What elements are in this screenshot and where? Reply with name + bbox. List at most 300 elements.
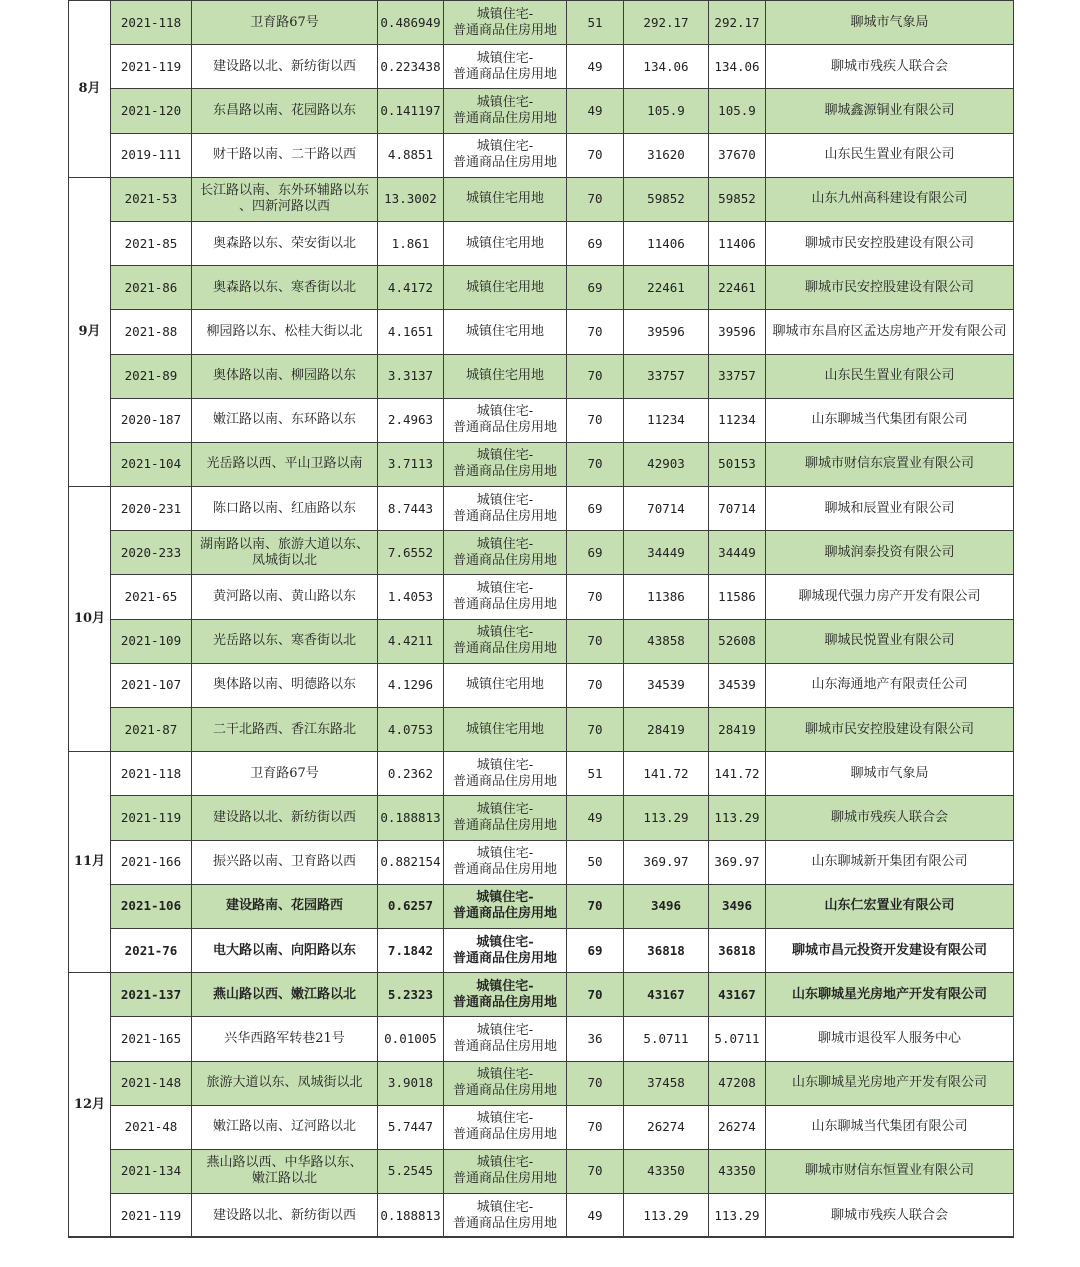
- location-line: 奥体路以南、明德路以东: [212, 677, 356, 693]
- table-row: [69, 177, 1014, 221]
- land-use-line: 普通商品住房用地: [452, 1215, 557, 1231]
- starting-price-cell: 3496: [624, 884, 709, 928]
- land-use-line: 城镇住宅-: [476, 1067, 534, 1083]
- location-cell: [192, 177, 378, 221]
- area-cell: 5.7447: [378, 1105, 444, 1149]
- parcel-code-cell: 2021-166: [111, 840, 192, 884]
- deal-price-cell: 11586: [709, 575, 766, 619]
- land-use-line: 城镇住宅用地: [465, 191, 544, 207]
- table-row: [69, 310, 1014, 354]
- term-years-cell: 70: [567, 884, 624, 928]
- area-cell: 3.7113: [378, 442, 444, 486]
- buyer-cell: 聊城市退役军人服务中心: [766, 1017, 1014, 1061]
- term-years-cell: 70: [567, 354, 624, 398]
- location-line: 燕山路以西、中华路以东、: [206, 1155, 363, 1171]
- parcel-code-cell: 2019-111: [111, 133, 192, 177]
- parcel-code-cell: 2021-48: [111, 1105, 192, 1149]
- land-use-line: 普通商品住房用地: [452, 464, 557, 480]
- buyer-cell: 山东九州高科建设有限公司: [766, 177, 1014, 221]
- land-use-line: 城镇住宅-: [476, 139, 534, 155]
- location-line: 凤城街以北: [251, 552, 317, 568]
- location-cell: [192, 840, 378, 884]
- buyer-cell: 山东聊城星光房地产开发有限公司: [766, 973, 1014, 1017]
- term-years-cell: 70: [567, 575, 624, 619]
- land-use-cell: [444, 487, 567, 531]
- area-cell: 7.6552: [378, 531, 444, 575]
- location-cell: [192, 575, 378, 619]
- buyer-cell: 聊城市昌元投资开发建设有限公司: [766, 928, 1014, 972]
- table-row: [69, 840, 1014, 884]
- location-line: 嫩江路以南、辽河路以北: [212, 1119, 356, 1135]
- buyer-cell: 山东民生置业有限公司: [766, 133, 1014, 177]
- land-use-cell: [444, 1, 567, 45]
- land-use-line: 城镇住宅-: [476, 1022, 534, 1038]
- parcel-code-cell: 2021-76: [111, 928, 192, 972]
- land-transaction-table: [68, 0, 1014, 1238]
- location-line: 陈口路以南、红庙路以东: [212, 500, 356, 516]
- starting-price-cell: 11406: [624, 221, 709, 265]
- land-use-cell: [444, 1061, 567, 1105]
- starting-price-cell: 5.0711: [624, 1017, 709, 1061]
- parcel-code-cell: 2021-88: [111, 310, 192, 354]
- location-cell: [192, 266, 378, 310]
- buyer-cell: 聊城市残疾人联合会: [766, 796, 1014, 840]
- deal-price-cell: 26274: [709, 1105, 766, 1149]
- starting-price-cell: 33757: [624, 354, 709, 398]
- buyer-cell: 聊城市民安控股建设有限公司: [766, 266, 1014, 310]
- location-line: 兴华西路军转巷21号: [224, 1030, 345, 1046]
- area-cell: 4.8851: [378, 133, 444, 177]
- location-cell: [192, 619, 378, 663]
- land-use-line: 城镇住宅-: [476, 1111, 534, 1127]
- term-years-cell: 49: [567, 796, 624, 840]
- term-years-cell: 70: [567, 708, 624, 752]
- starting-price-cell: 113.29: [624, 796, 709, 840]
- land-use-cell: [444, 619, 567, 663]
- land-use-line: 城镇住宅用地: [465, 677, 544, 693]
- parcel-code-cell: 2021-119: [111, 45, 192, 89]
- starting-price-cell: 39596: [624, 310, 709, 354]
- area-cell: 0.188813: [378, 1194, 444, 1238]
- land-use-line: 普通商品住房用地: [452, 66, 557, 82]
- term-years-cell: 70: [567, 619, 624, 663]
- deal-price-cell: 70714: [709, 487, 766, 531]
- starting-price-cell: 292.17: [624, 1, 709, 45]
- location-line: 振兴路以南、卫育路以西: [212, 854, 356, 870]
- deal-price-cell: 34539: [709, 663, 766, 707]
- term-years-cell: 49: [567, 45, 624, 89]
- table-row: [69, 663, 1014, 707]
- parcel-code-cell: 2021-134: [111, 1149, 192, 1193]
- land-use-line: 城镇住宅-: [476, 50, 534, 66]
- buyer-cell: 聊城市残疾人联合会: [766, 1194, 1014, 1238]
- term-years-cell: 70: [567, 973, 624, 1017]
- land-use-cell: [444, 221, 567, 265]
- deal-price-cell: 11406: [709, 221, 766, 265]
- table-row: [69, 1149, 1014, 1193]
- location-line: 光岳路以西、平山卫路以南: [206, 456, 363, 472]
- location-cell: [192, 928, 378, 972]
- land-use-line: 城镇住宅-: [476, 890, 534, 906]
- land-use-line: 普通商品住房用地: [452, 597, 557, 613]
- area-cell: 7.1842: [378, 928, 444, 972]
- deal-price-cell: 36818: [709, 928, 766, 972]
- deal-price-cell: 22461: [709, 266, 766, 310]
- land-use-line: 普通商品住房用地: [452, 420, 557, 436]
- land-use-cell: [444, 133, 567, 177]
- location-line: 、四新河路以西: [238, 199, 330, 215]
- location-cell: [192, 1105, 378, 1149]
- area-cell: 0.2362: [378, 752, 444, 796]
- location-cell: [192, 487, 378, 531]
- parcel-code-cell: 2021-104: [111, 442, 192, 486]
- land-use-cell: [444, 884, 567, 928]
- table-row: [69, 928, 1014, 972]
- table-row: [69, 354, 1014, 398]
- parcel-code-cell: 2020-187: [111, 398, 192, 442]
- table-row: [69, 89, 1014, 133]
- term-years-cell: 69: [567, 531, 624, 575]
- deal-price-cell: 43350: [709, 1149, 766, 1193]
- location-line: 二干北路西、香江东路北: [212, 721, 356, 737]
- table-row: [69, 1, 1014, 45]
- location-cell: [192, 398, 378, 442]
- area-cell: 4.4172: [378, 266, 444, 310]
- table-row: [69, 1061, 1014, 1105]
- deal-price-cell: 292.17: [709, 1, 766, 45]
- table-body: [69, 1, 1014, 1238]
- buyer-cell: 山东聊城当代集团有限公司: [766, 1105, 1014, 1149]
- starting-price-cell: 11386: [624, 575, 709, 619]
- land-use-cell: [444, 708, 567, 752]
- deal-price-cell: 52608: [709, 619, 766, 663]
- starting-price-cell: 43167: [624, 973, 709, 1017]
- starting-price-cell: 31620: [624, 133, 709, 177]
- term-years-cell: 70: [567, 663, 624, 707]
- land-use-line: 城镇住宅用地: [465, 323, 544, 339]
- land-use-line: 普通商品住房用地: [452, 508, 557, 524]
- parcel-code-cell: 2021-119: [111, 796, 192, 840]
- parcel-code-cell: 2021-85: [111, 221, 192, 265]
- parcel-code-cell: 2021-53: [111, 177, 192, 221]
- location-cell: [192, 1, 378, 45]
- location-cell: [192, 89, 378, 133]
- deal-price-cell: 33757: [709, 354, 766, 398]
- parcel-code-cell: 2021-89: [111, 354, 192, 398]
- parcel-code-cell: 2020-231: [111, 487, 192, 531]
- deal-price-cell: 39596: [709, 310, 766, 354]
- table-row: [69, 266, 1014, 310]
- starting-price-cell: 70714: [624, 487, 709, 531]
- land-use-line: 城镇住宅-: [476, 934, 534, 950]
- location-cell: [192, 1017, 378, 1061]
- term-years-cell: 70: [567, 1105, 624, 1149]
- term-years-cell: 50: [567, 840, 624, 884]
- buyer-cell: 聊城市气象局: [766, 752, 1014, 796]
- starting-price-cell: 37458: [624, 1061, 709, 1105]
- area-cell: 4.4211: [378, 619, 444, 663]
- land-use-line: 普通商品住房用地: [452, 1171, 557, 1187]
- land-use-cell: [444, 796, 567, 840]
- table-row: [69, 796, 1014, 840]
- location-line: 湖南路以南、旅游大道以东、: [199, 536, 369, 552]
- area-cell: 0.141197: [378, 89, 444, 133]
- deal-price-cell: 43167: [709, 973, 766, 1017]
- land-use-cell: [444, 310, 567, 354]
- land-use-cell: [444, 752, 567, 796]
- table-row: [69, 973, 1014, 1017]
- area-cell: 0.882154: [378, 840, 444, 884]
- location-cell: [192, 1061, 378, 1105]
- land-use-cell: [444, 840, 567, 884]
- land-use-line: 城镇住宅-: [476, 536, 534, 552]
- land-use-cell: [444, 1105, 567, 1149]
- starting-price-cell: 134.06: [624, 45, 709, 89]
- land-use-line: 城镇住宅-: [476, 801, 534, 817]
- table-row: [69, 133, 1014, 177]
- starting-price-cell: 42903: [624, 442, 709, 486]
- land-use-cell: [444, 531, 567, 575]
- table-row: [69, 398, 1014, 442]
- deal-price-cell: 34449: [709, 531, 766, 575]
- area-cell: 4.0753: [378, 708, 444, 752]
- area-cell: 13.3002: [378, 177, 444, 221]
- table-row: [69, 619, 1014, 663]
- location-line: 长江路以南、东外环辅路以东: [199, 183, 369, 199]
- table-row: [69, 442, 1014, 486]
- land-use-line: 城镇住宅-: [476, 1155, 534, 1171]
- buyer-cell: 山东海通地产有限责任公司: [766, 663, 1014, 707]
- land-use-cell: [444, 45, 567, 89]
- parcel-code-cell: 2021-148: [111, 1061, 192, 1105]
- deal-price-cell: 3496: [709, 884, 766, 928]
- term-years-cell: 49: [567, 89, 624, 133]
- location-line: 旅游大道以东、凤城街以北: [206, 1075, 363, 1091]
- location-cell: [192, 442, 378, 486]
- location-cell: [192, 221, 378, 265]
- area-cell: 5.2545: [378, 1149, 444, 1193]
- term-years-cell: 70: [567, 442, 624, 486]
- term-years-cell: 51: [567, 752, 624, 796]
- area-cell: 1.4053: [378, 575, 444, 619]
- location-line: 建设路以北、新纺街以西: [212, 1207, 356, 1223]
- term-years-cell: 70: [567, 310, 624, 354]
- land-use-line: 普通商品住房用地: [452, 994, 557, 1010]
- location-line: 卫育路67号: [250, 765, 319, 781]
- land-use-line: 城镇住宅-: [476, 404, 534, 420]
- buyer-cell: 山东聊城当代集团有限公司: [766, 398, 1014, 442]
- land-use-line: 城镇住宅用地: [465, 235, 544, 251]
- land-transaction-table-wrapper: [68, 0, 1013, 1238]
- term-years-cell: 69: [567, 266, 624, 310]
- land-use-line: 城镇住宅-: [476, 94, 534, 110]
- deal-price-cell: 134.06: [709, 45, 766, 89]
- land-use-cell: [444, 1149, 567, 1193]
- term-years-cell: 70: [567, 1149, 624, 1193]
- starting-price-cell: 28419: [624, 708, 709, 752]
- buyer-cell: 聊城市财信东恒置业有限公司: [766, 1149, 1014, 1193]
- land-use-line: 城镇住宅-: [476, 1199, 534, 1215]
- land-use-line: 城镇住宅用地: [465, 279, 544, 295]
- land-use-line: 普通商品住房用地: [452, 110, 557, 126]
- land-use-line: 城镇住宅-: [476, 978, 534, 994]
- month-cell: 11月: [69, 752, 111, 973]
- location-line: 奥体路以南、柳园路以东: [212, 368, 356, 384]
- buyer-cell: 聊城市东昌府区孟达房地产开发有限公司: [766, 310, 1014, 354]
- starting-price-cell: 141.72: [624, 752, 709, 796]
- parcel-code-cell: 2021-120: [111, 89, 192, 133]
- land-use-cell: [444, 973, 567, 1017]
- location-cell: [192, 1149, 378, 1193]
- buyer-cell: 聊城鑫源铜业有限公司: [766, 89, 1014, 133]
- land-use-line: 普通商品住房用地: [452, 906, 557, 922]
- deal-price-cell: 47208: [709, 1061, 766, 1105]
- parcel-code-cell: 2021-87: [111, 708, 192, 752]
- term-years-cell: 49: [567, 1194, 624, 1238]
- starting-price-cell: 43350: [624, 1149, 709, 1193]
- location-line: 柳园路以东、松桂大街以北: [206, 323, 363, 339]
- land-use-cell: [444, 89, 567, 133]
- location-line: 燕山路以西、嫩江路以北: [212, 986, 356, 1002]
- location-cell: [192, 133, 378, 177]
- buyer-cell: 聊城市气象局: [766, 1, 1014, 45]
- location-line: 电大路以南、向阳路以东: [212, 942, 356, 958]
- area-cell: 8.7443: [378, 487, 444, 531]
- starting-price-cell: 113.29: [624, 1194, 709, 1238]
- location-cell: [192, 708, 378, 752]
- location-cell: [192, 884, 378, 928]
- land-use-cell: [444, 663, 567, 707]
- term-years-cell: 70: [567, 1061, 624, 1105]
- starting-price-cell: 59852: [624, 177, 709, 221]
- table-bottom-border: [68, 1236, 1013, 1237]
- term-years-cell: 70: [567, 398, 624, 442]
- land-use-line: 普通商品住房用地: [452, 1127, 557, 1143]
- land-use-line: 城镇住宅-: [476, 757, 534, 773]
- location-cell: [192, 663, 378, 707]
- location-line: 建设路南、花园路西: [225, 898, 343, 914]
- land-use-line: 城镇住宅-: [476, 448, 534, 464]
- location-line: 嫩江路以南、东环路以东: [212, 412, 356, 428]
- buyer-cell: 聊城民悦置业有限公司: [766, 619, 1014, 663]
- land-use-line: 城镇住宅用地: [465, 721, 544, 737]
- term-years-cell: 51: [567, 1, 624, 45]
- land-use-line: 普通商品住房用地: [452, 862, 557, 878]
- starting-price-cell: 34449: [624, 531, 709, 575]
- month-cell: 10月: [69, 487, 111, 752]
- month-cell: 9月: [69, 177, 111, 486]
- location-line: 奥森路以东、荣安街以北: [212, 235, 356, 251]
- table-row: [69, 1194, 1014, 1238]
- starting-price-cell: 43858: [624, 619, 709, 663]
- parcel-code-cell: 2020-233: [111, 531, 192, 575]
- area-cell: 1.861: [378, 221, 444, 265]
- location-line: 黄河路以南、黄山路以东: [212, 589, 356, 605]
- land-use-cell: [444, 928, 567, 972]
- land-use-line: 普通商品住房用地: [452, 1083, 557, 1099]
- area-cell: 0.223438: [378, 45, 444, 89]
- parcel-code-cell: 2021-107: [111, 663, 192, 707]
- term-years-cell: 70: [567, 177, 624, 221]
- land-use-line: 普通商品住房用地: [452, 155, 557, 171]
- month-cell: 12月: [69, 973, 111, 1238]
- location-cell: [192, 531, 378, 575]
- land-use-line: 城镇住宅用地: [465, 368, 544, 384]
- table-row: [69, 531, 1014, 575]
- location-line: 东昌路以南、花园路以东: [212, 102, 356, 118]
- table-row: [69, 884, 1014, 928]
- deal-price-cell: 105.9: [709, 89, 766, 133]
- buyer-cell: 山东聊城新开集团有限公司: [766, 840, 1014, 884]
- location-cell: [192, 310, 378, 354]
- land-use-line: 普通商品住房用地: [452, 1038, 557, 1054]
- parcel-code-cell: 2021-118: [111, 752, 192, 796]
- location-line: 建设路以北、新纺街以西: [212, 58, 356, 74]
- term-years-cell: 69: [567, 221, 624, 265]
- location-cell: [192, 752, 378, 796]
- deal-price-cell: 59852: [709, 177, 766, 221]
- starting-price-cell: 34539: [624, 663, 709, 707]
- starting-price-cell: 11234: [624, 398, 709, 442]
- land-use-line: 城镇住宅-: [476, 6, 534, 22]
- location-line: 财干路以南、二干路以西: [212, 147, 356, 163]
- location-cell: [192, 1194, 378, 1238]
- table-row: [69, 752, 1014, 796]
- buyer-cell: 聊城和辰置业有限公司: [766, 487, 1014, 531]
- term-years-cell: 70: [567, 133, 624, 177]
- table-row: [69, 45, 1014, 89]
- buyer-cell: 聊城市民安控股建设有限公司: [766, 708, 1014, 752]
- location-cell: [192, 973, 378, 1017]
- land-use-line: 普通商品住房用地: [452, 950, 557, 966]
- buyer-cell: 山东民生置业有限公司: [766, 354, 1014, 398]
- starting-price-cell: 36818: [624, 928, 709, 972]
- starting-price-cell: 22461: [624, 266, 709, 310]
- land-use-cell: [444, 442, 567, 486]
- month-cell: 8月: [69, 1, 111, 178]
- parcel-code-cell: 2021-119: [111, 1194, 192, 1238]
- table-row: [69, 575, 1014, 619]
- parcel-code-cell: 2021-165: [111, 1017, 192, 1061]
- term-years-cell: 36: [567, 1017, 624, 1061]
- starting-price-cell: 369.97: [624, 840, 709, 884]
- buyer-cell: 聊城市残疾人联合会: [766, 45, 1014, 89]
- land-use-cell: [444, 1017, 567, 1061]
- term-years-cell: 69: [567, 487, 624, 531]
- parcel-code-cell: 2021-109: [111, 619, 192, 663]
- land-use-line: 城镇住宅-: [476, 492, 534, 508]
- parcel-code-cell: 2021-65: [111, 575, 192, 619]
- deal-price-cell: 113.29: [709, 796, 766, 840]
- term-years-cell: 69: [567, 928, 624, 972]
- land-use-line: 城镇住宅-: [476, 625, 534, 641]
- location-cell: [192, 796, 378, 840]
- land-use-line: 普通商品住房用地: [452, 817, 557, 833]
- table-row: [69, 1105, 1014, 1149]
- starting-price-cell: 26274: [624, 1105, 709, 1149]
- land-use-line: 普通商品住房用地: [452, 773, 557, 789]
- area-cell: 4.1651: [378, 310, 444, 354]
- land-use-cell: [444, 354, 567, 398]
- deal-price-cell: 369.97: [709, 840, 766, 884]
- location-line: 建设路以北、新纺街以西: [212, 809, 356, 825]
- buyer-cell: 山东仁宏置业有限公司: [766, 884, 1014, 928]
- table-row: [69, 487, 1014, 531]
- area-cell: 2.4963: [378, 398, 444, 442]
- parcel-code-cell: 2021-86: [111, 266, 192, 310]
- area-cell: 0.01005: [378, 1017, 444, 1061]
- buyer-cell: 聊城现代强力房产开发有限公司: [766, 575, 1014, 619]
